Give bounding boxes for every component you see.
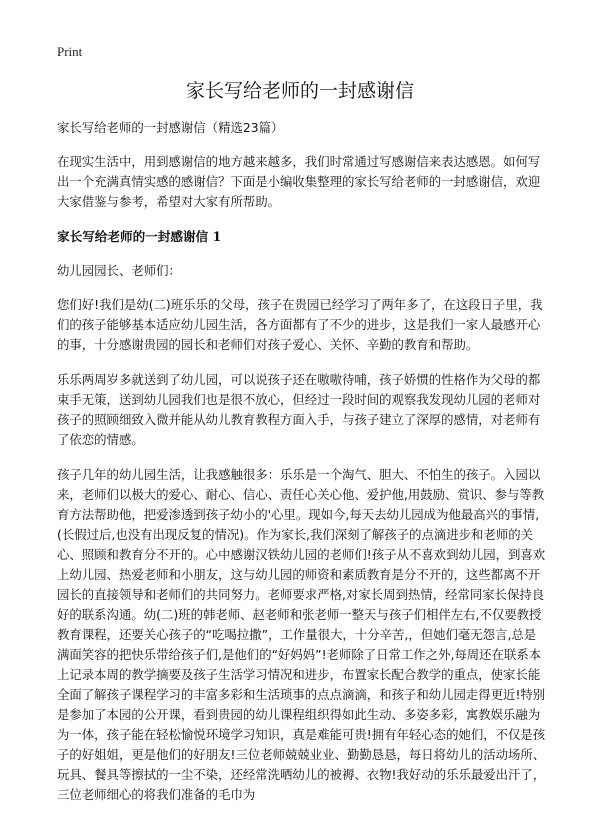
body-paragraph-2: 乐乐两周岁多就送到了幼儿园，可以说孩子还在嗷嗷待哺，孩子娇惯的性格作为父母的都束手无策，送到幼儿园我们也是很不放心，但经过一段时间的观察我发现幼儿园的老师对孩子的照顾细致入微并能从幼儿教育教程方面入手，与孩子建立了深厚的感情，对老师有了依恋的情感。: [57, 372, 541, 447]
section-heading: 家长写给老师的一封感谢信 1: [57, 229, 222, 244]
page-title: 家长写给老师的一封感谢信: [185, 80, 414, 102]
body-paragraph-1: 您们好!我们是幼(二)班乐乐的父母，孩子在贵园已经学习了两年多了，在这段日子里，我们的孩子能够基本适应幼儿园生活，各方面都有了不少的进步，这是我们一家人最感开心的事，十分感谢贵园的园长和老师们对孩子爱心、关怀、辛勤的教育和帮助。: [57, 297, 543, 352]
document-subtitle: 家长写给老师的一封感谢信（精选23篇）: [57, 120, 284, 135]
intro-paragraph: 在现实生活中，用到感谢信的地方越来越多，我们时常通过写感谢信来表达感恩。如何写出一个充满真情实感的感谢信？下面是小编收集整理的家长写给老师的一封感谢信，欢迎大家借鉴与参考，希望对大家有所帮助。: [57, 154, 541, 209]
print-link[interactable]: Print: [57, 44, 83, 59]
letter-greeting: 幼儿园园长、老师们：: [57, 263, 181, 278]
body-paragraph-3: 孩子几年的幼儿园生活，让我感触很多：乐乐是一个淘气、胆大、不怕生的孩子。入园以来，老师们以极大的爱心、耐心、信心、责任心关心他、爱护他,用鼓励、赏识、参与等教育方法帮助他，把爱渗透到孩子幼小的'心里。现如今,每天去幼儿园成为他最高兴的事情,(长假过后,也没有出现反复的情况)。作为家长,我们深刻了解孩子的点滴进步和老师的关心、照顾和教育分不开的。心中感谢汉铁幼儿园的老师们!孩子从不喜欢到幼儿园，到喜欢上幼儿园、热爱老师和小朋友，这与幼儿园的师资和素质教育是分不开的，这些都离不开园长的直接领导和老师们的共同努力。老师要求严格,对家长周到热情，经常同家长保持良好的联系沟通。幼(二)班的韩老师、赵老师和张老师一整天与孩子们相伴左右,不仅要教授教育课程，还要关心孩子的“吃喝拉撒”，工作量很大，十分辛苦,，但她们毫无怨言,总是满面笑容的把快乐带给孩子们,是他们的“好妈妈”!老师除了日常工作之外,每周还在联系本上记录本周的教学摘要及孩子生活学习情况和进步，布置家长配合教学的重点，使家长能全面了解孩子课程学习的丰富多彩和生活琐事的点点滴滴，和孩子和幼儿园走得更近!特别是参加了本园的公开课，看到贵园的幼儿课程组织得如此生动、多姿多彩，寓教娱乐融为为一体，孩子能在轻松愉悦环境学习知识，真是难能可贵!拥有年轻心态的她们，不仅是孩子的好姐姐，更是他们的好朋友!三位老师兢兢业业、勤勤恳恳，每日将幼儿的活动场所、玩具、餐具等擦拭的一尘不染，还经常洗晒幼儿的被褥、衣物!我好动的乐乐最爱出汗了，三位老师细心的将我们准备的毛巾为: [57, 467, 546, 802]
document-body: [57, 118, 547, 805]
